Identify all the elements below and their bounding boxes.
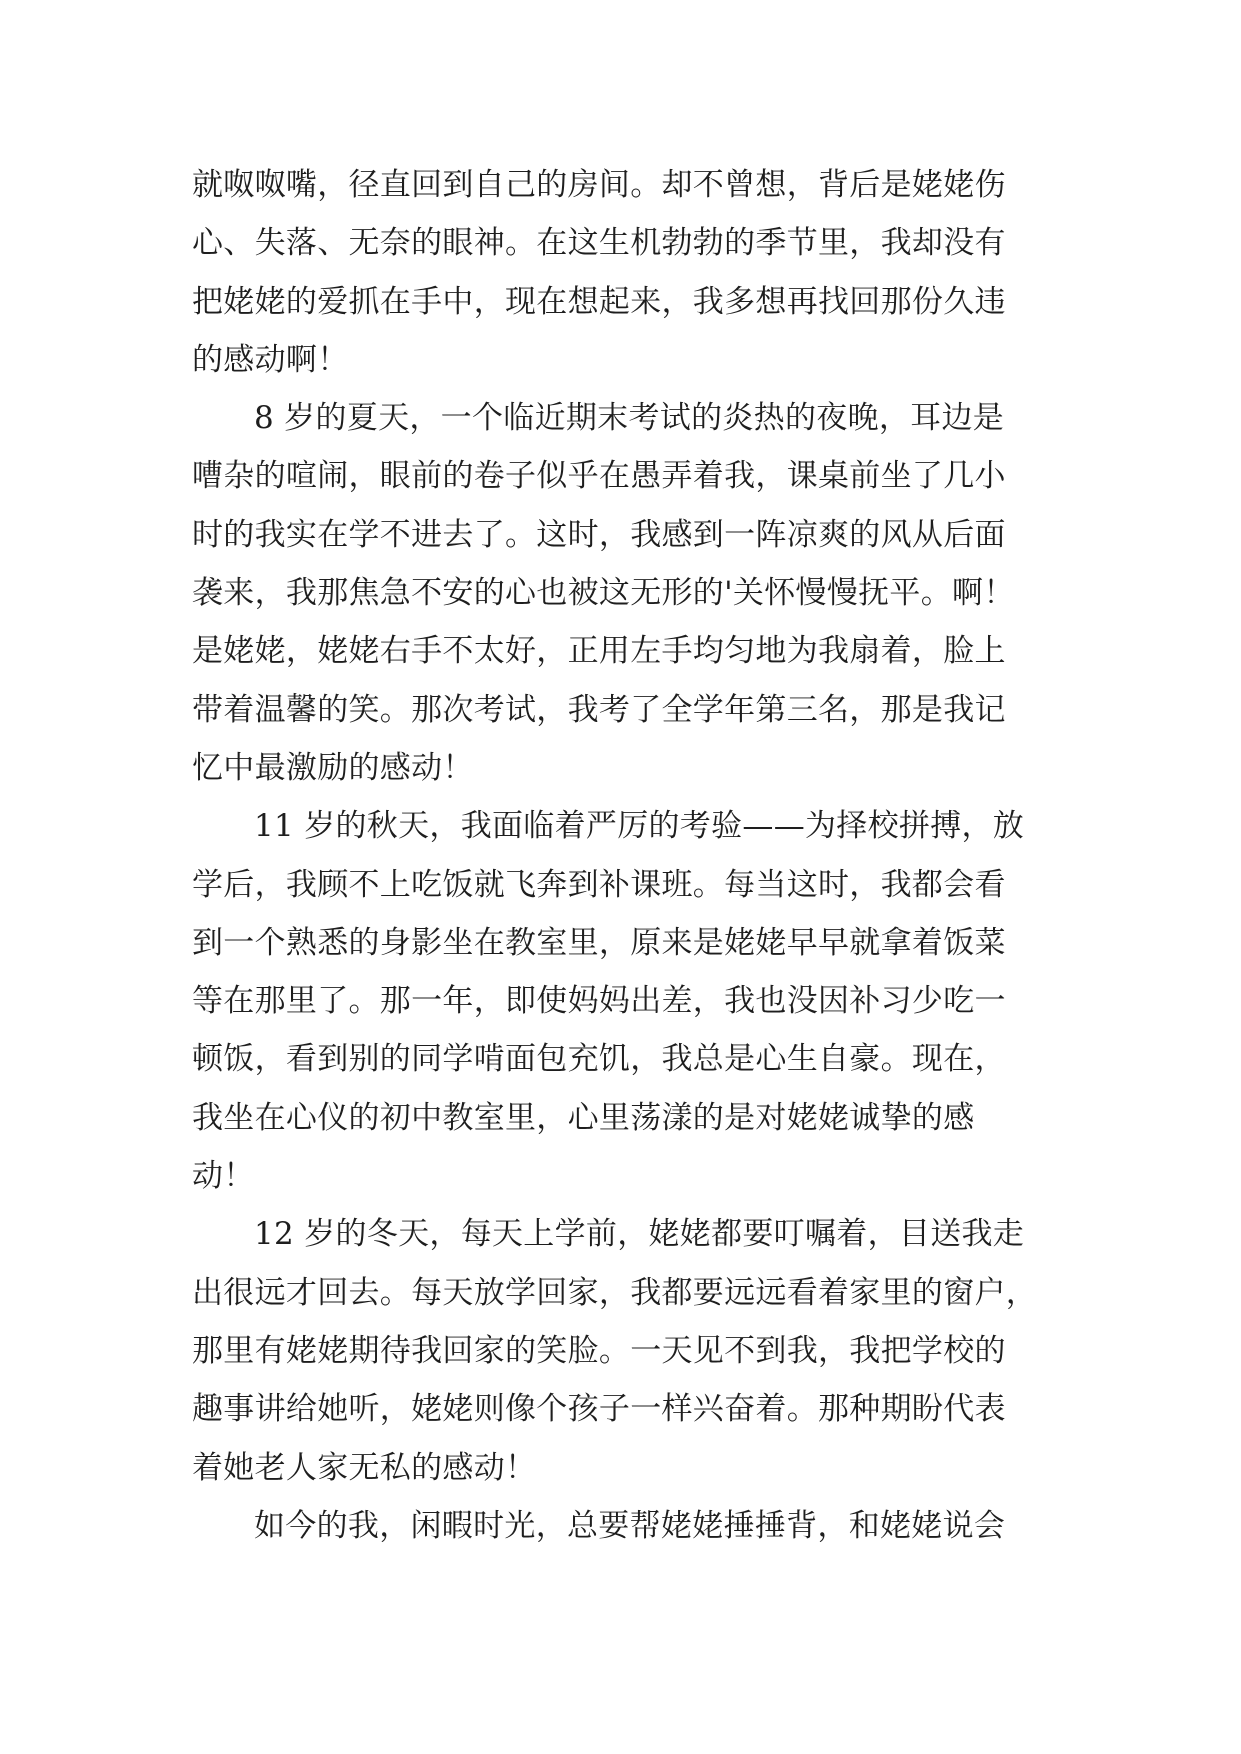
paragraph-first-line: 如今的我，闲暇时光，总要帮姥姥捶捶背，和姥姥说会 bbox=[254, 1507, 1006, 1544]
text-line: 等在那里了。那一年，即使妈妈出差，我也没因补习少吃一 bbox=[192, 983, 1006, 1020]
text-line: 忆中最激励的感动！ bbox=[192, 749, 474, 786]
text-line: 动！ bbox=[192, 1158, 255, 1195]
text-line: 带着温馨的笑。那次考试，我考了全学年第三名，那是我记 bbox=[192, 691, 1006, 728]
document-body bbox=[192, 156, 1062, 1555]
text-line: 着她老人家无私的感动！ bbox=[192, 1449, 537, 1486]
text-line: 嘈杂的喧闹，眼前的卷子似乎在愚弄着我，课桌前坐了几小 bbox=[192, 458, 1006, 495]
text-line: 出很远才回去。每天放学回家，我都要远远看着家里的窗户， bbox=[192, 1274, 1038, 1311]
text-line: 把姥姥的爱抓在手中，现在想起来，我多想再找回那份久违 bbox=[192, 283, 1006, 320]
text-line: 就呶呶嘴，径直回到自己的房间。却不曾想，背后是姥姥伤 bbox=[192, 167, 1006, 203]
text-line: 趣事讲给她听，姥姥则像个孩子一样兴奋着。那种期盼代表 bbox=[192, 1391, 1006, 1428]
text-line: 学后，我顾不上吃饭就飞奔到补课班。每当这时，我都会看 bbox=[192, 866, 1006, 903]
text-line: 是姥姥，姥姥右手不太好，正用左手均匀地为我扇着，脸上 bbox=[192, 633, 1006, 670]
text-line: 时的我实在学不进去了。这时，我感到一阵凉爽的风从后面 bbox=[192, 516, 1006, 553]
text-line: 那里有姥姥期待我回家的笑脸。一天见不到我，我把学校的 bbox=[192, 1332, 1006, 1369]
text-line: 到一个熟悉的身影坐在教室里，原来是姥姥早早就拿着饭菜 bbox=[192, 924, 1006, 961]
text-line: 顿饭，看到别的同学啃面包充饥，我总是心生自豪。现在， bbox=[192, 1041, 1006, 1078]
text-line: 我坐在心仪的初中教室里，心里荡漾的是对姥姥诚挚的感 bbox=[192, 1099, 975, 1136]
paragraph-first-line: 8 岁的夏天，一个临近期末考试的炎热的夜晚，耳边是 bbox=[254, 400, 1005, 437]
paragraph-first-line: 11 岁的秋天，我面临着严厉的考验——为择校拼搏，放 bbox=[254, 808, 1025, 845]
paragraph-first-line: 12 岁的冬天，每天上学前，姥姥都要叮嘱着，目送我走 bbox=[254, 1216, 1025, 1253]
text-line: 心、失落、无奈的眼神。在这生机勃勃的季节里，我却没有 bbox=[192, 225, 1006, 262]
text-line: 的感动啊！ bbox=[192, 341, 349, 378]
text-line: 袭来，我那焦急不安的心也被这无形的'关怀慢慢抚平。啊！ bbox=[192, 575, 1015, 612]
